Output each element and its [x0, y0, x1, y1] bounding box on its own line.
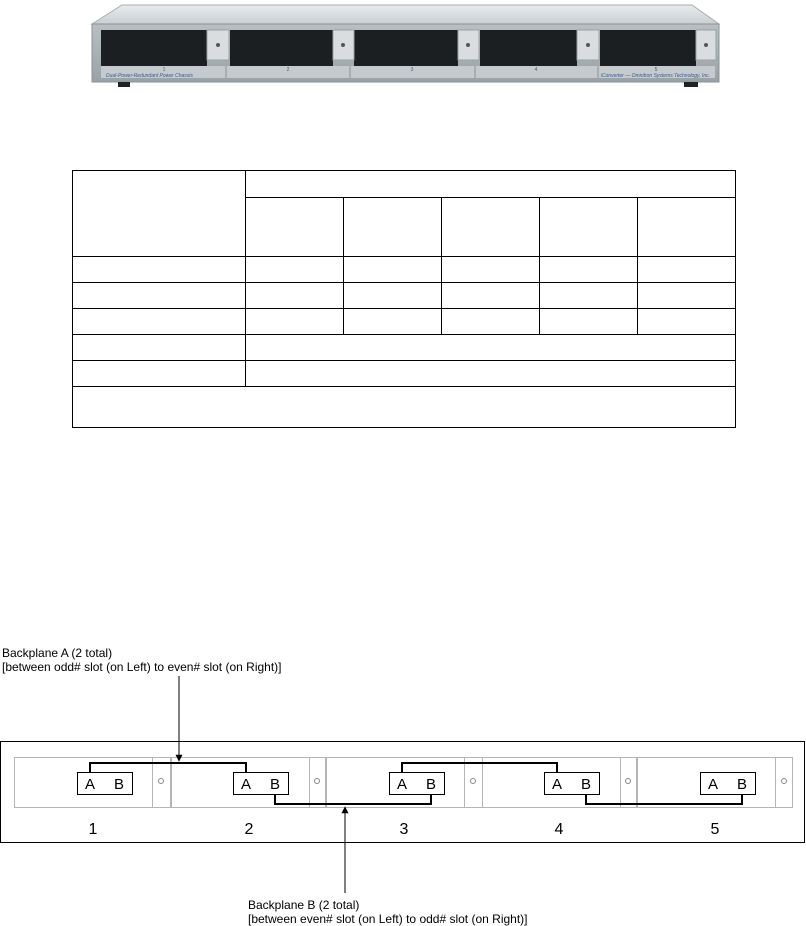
table-header-cell	[73, 171, 246, 257]
slot-number: 1	[88, 821, 98, 838]
chassis-label: Dual-Power-Redundant Power Chassis	[106, 73, 193, 79]
connector-a-label: A	[396, 776, 408, 793]
table-cell	[73, 309, 246, 335]
connector-a-label: A	[84, 776, 96, 793]
table-cell	[246, 361, 736, 387]
table-row	[73, 361, 736, 387]
table-footer-cell	[73, 387, 736, 428]
table-row	[73, 283, 736, 309]
table-header-row	[73, 171, 736, 198]
table-cell	[73, 283, 246, 309]
table-cell	[540, 283, 638, 309]
table-cell	[442, 257, 540, 283]
chassis-photo	[0, 0, 806, 100]
table-cell	[246, 335, 736, 361]
bay-number: 2	[286, 67, 290, 73]
bay-number: 3	[410, 67, 414, 73]
backplane-diagram	[0, 600, 806, 926]
table-cell	[73, 361, 246, 387]
table-cell	[638, 283, 736, 309]
screw-icon	[471, 779, 476, 784]
table-row	[73, 309, 736, 335]
table-header-cell	[442, 198, 540, 257]
backplane-a-description: [between odd# slot (on Left) to even# slot (on Right)]	[2, 660, 282, 674]
table-footer-row	[73, 387, 736, 428]
table-cell	[246, 309, 344, 335]
backplane-a-title: Backplane A (2 total)	[2, 646, 113, 660]
connector-a-label: A	[707, 776, 719, 793]
table-cell	[73, 335, 246, 361]
slot-number: 3	[399, 821, 409, 838]
brand-label: iConverter — Omnitron Systems Technology, Inc.	[600, 73, 710, 79]
table-cell	[540, 309, 638, 335]
chassis-slots	[101, 30, 696, 66]
backplane-b-title: Backplane B (2 total)	[248, 898, 360, 912]
table-cell	[442, 309, 540, 335]
screw-icon	[626, 779, 631, 784]
table-cell	[344, 309, 442, 335]
connector-a-label: A	[240, 776, 252, 793]
bay-number: 4	[534, 67, 538, 73]
connector-a-label: A	[551, 776, 563, 793]
table-header-cell	[246, 198, 344, 257]
table-row	[73, 335, 736, 361]
table-cell	[344, 283, 442, 309]
bay-number: 5	[654, 67, 658, 73]
spec-table	[72, 170, 736, 428]
table-header-cell	[638, 198, 736, 257]
table-cell	[246, 283, 344, 309]
slot-number: 5	[710, 821, 720, 838]
table-cell	[442, 283, 540, 309]
bay-number: 1	[162, 67, 166, 73]
connector-b-label: B	[113, 776, 125, 793]
connector-b-label: B	[736, 776, 748, 793]
table-cell	[73, 257, 246, 283]
table-cell	[638, 257, 736, 283]
connector-b-label: B	[425, 776, 437, 793]
backplane-b-description: [between even# slot (on Left) to odd# slot (on Right)]	[248, 912, 528, 926]
table-cell	[540, 257, 638, 283]
table-header-cell	[344, 198, 442, 257]
table-header-cell	[540, 198, 638, 257]
connector-b-label: B	[580, 776, 592, 793]
connector-b-label: B	[269, 776, 281, 793]
table-cell	[344, 257, 442, 283]
table-cell	[246, 257, 344, 283]
table-header-cell	[246, 171, 736, 198]
slot-number: 4	[554, 821, 564, 838]
table-cell	[638, 309, 736, 335]
slot-number: 2	[244, 821, 254, 838]
screw-icon	[159, 779, 164, 784]
screw-icon	[782, 779, 787, 784]
screw-icon	[315, 779, 320, 784]
table-row	[73, 257, 736, 283]
